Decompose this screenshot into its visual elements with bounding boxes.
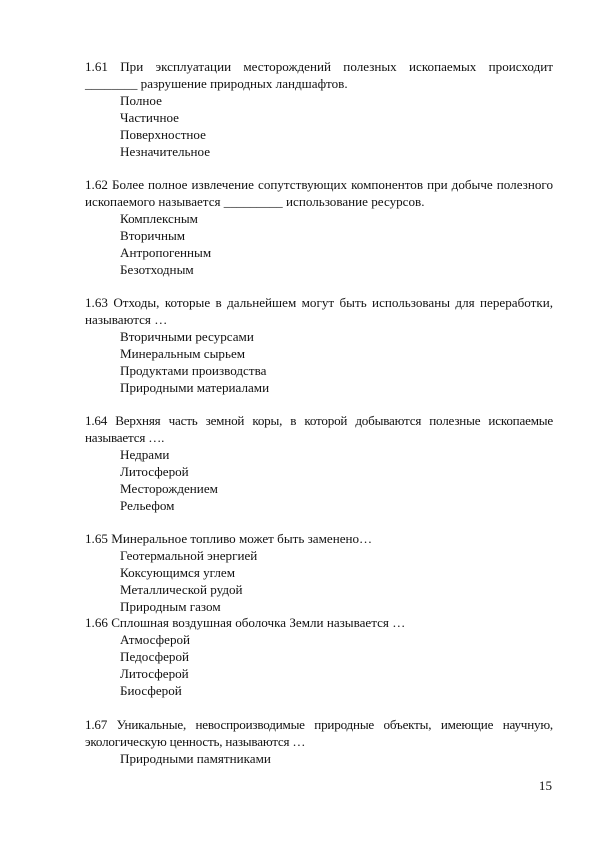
question-1-61 [85,58,553,160]
question-stem: 1.61 При эксплуатации месторождений полезных ископаемых происходит ________ разрушение природных ландшафтов. [85,59,553,91]
question-1-66 [85,614,553,699]
answer-option: Продуктами производства [120,363,267,378]
answer-option: Частичное [120,110,179,125]
question-1-65 [85,530,553,615]
answer-option: Природными материалами [120,380,270,395]
question-stem: 1.67 Уникальные, невоспроизводимые природные объекты, имеющие научную, экологическую ценность, называются … [85,717,553,749]
answer-option: Вторичным [120,228,186,243]
question-1-67 [85,716,553,767]
answer-option: Комплексным [120,211,198,226]
answer-option: Атмосферой [120,632,191,647]
answer-option: Поверхностное [120,127,206,142]
answer-options [85,210,553,278]
answer-options [85,750,553,767]
question-stem: 1.65 Минеральное топливо может быть заменено… [85,531,373,546]
page-number: 15 [538,778,552,793]
answer-option: Коксующимся углем [120,565,235,580]
answer-option: Природным газом [120,599,221,614]
answer-option: Безотходным [120,262,194,277]
answer-option: Полное [120,93,162,108]
question-stem: 1.66 Сплошная воздушная оболочка Земли называется … [85,615,406,630]
question-1-62 [85,176,553,278]
question-stem: 1.63 Отходы, которые в дальнейшем могут быть использованы для переработки, называются … [85,295,553,327]
answer-option: Литосферой [120,666,189,681]
answer-options [85,446,553,514]
answer-options [85,547,553,615]
answer-option: Недрами [120,447,170,462]
answer-option: Минеральным сырьем [120,346,246,361]
answer-option: Рельефом [120,498,175,513]
answer-option: Педосферой [120,649,189,664]
answer-option: Природными памятниками [120,751,271,766]
answer-option: Незначительное [120,144,211,159]
answer-options [85,92,553,160]
answer-option: Литосферой [120,464,189,479]
question-1-63 [85,294,553,396]
answer-option: Антропогенным [120,245,212,260]
question-stem: 1.64 Верхняя часть земной коры, в которой добываются полезные ископаемые называется …. [85,413,553,445]
answer-options [85,328,553,396]
answer-option: Геотермальной энергией [120,548,258,563]
answer-option: Месторождением [120,481,218,496]
question-stem: 1.62 Более полное извлечение сопутствующих компонентов при добыче полезного ископаемого называется _________ использование ресурсов. [85,177,553,209]
answer-options [85,631,553,699]
answer-option: Биосферой [120,683,182,698]
answer-option: Вторичными ресурсами [120,329,254,344]
answer-option: Металлической рудой [120,582,243,597]
question-1-64 [85,412,553,514]
